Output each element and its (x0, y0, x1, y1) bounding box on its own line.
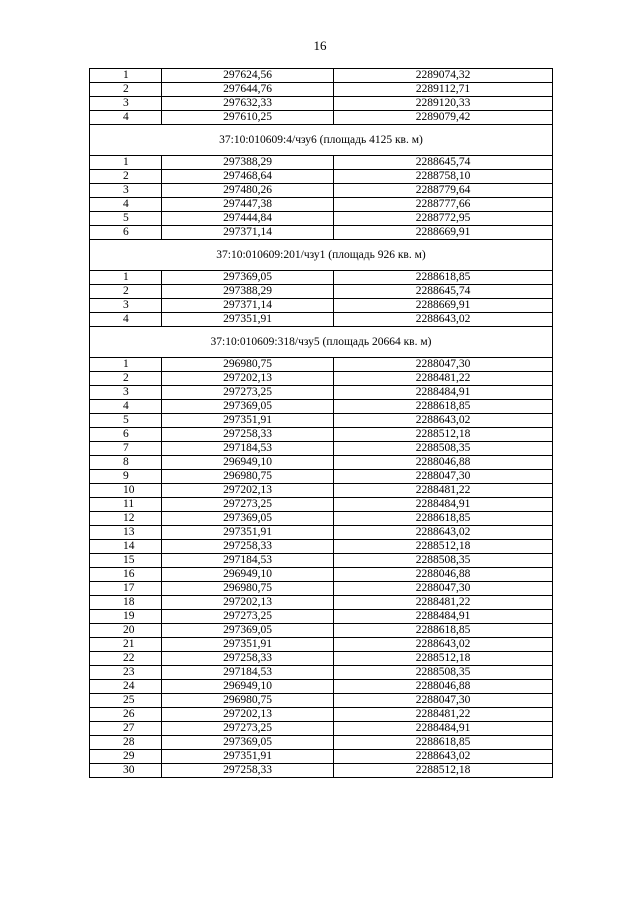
y-coordinate-cell: 2288508,35 (334, 554, 553, 568)
point-number-cell: 6 (90, 428, 162, 442)
table-row (90, 526, 553, 540)
point-number-cell: 26 (90, 708, 162, 722)
table-row (90, 708, 553, 722)
table-row (90, 596, 553, 610)
table-row (90, 582, 553, 596)
x-coordinate-cell: 297184,53 (162, 666, 334, 680)
coordinates-table-body (90, 69, 553, 778)
y-coordinate-cell: 2288047,30 (334, 582, 553, 596)
y-coordinate-cell: 2288046,88 (334, 680, 553, 694)
y-coordinate-cell: 2288643,02 (334, 414, 553, 428)
point-number-cell: 2 (90, 83, 162, 97)
y-coordinate-cell: 2288618,85 (334, 271, 553, 285)
x-coordinate-cell: 297371,14 (162, 299, 334, 313)
table-row (90, 680, 553, 694)
section-title: 37:10:010609:318/чзу5 (площадь 20664 кв. м) (90, 327, 553, 358)
point-number-cell: 29 (90, 750, 162, 764)
y-coordinate-cell: 2288508,35 (334, 442, 553, 456)
y-coordinate-cell: 2288643,02 (334, 313, 553, 327)
y-coordinate-cell: 2288618,85 (334, 400, 553, 414)
x-coordinate-cell: 297369,05 (162, 736, 334, 750)
point-number-cell: 11 (90, 498, 162, 512)
table-row (90, 212, 553, 226)
x-coordinate-cell: 297273,25 (162, 386, 334, 400)
point-number-cell: 17 (90, 582, 162, 596)
table-row (90, 156, 553, 170)
point-number-cell: 24 (90, 680, 162, 694)
table-row (90, 694, 553, 708)
point-number-cell: 1 (90, 271, 162, 285)
y-coordinate-cell: 2288618,85 (334, 736, 553, 750)
point-number-cell: 4 (90, 313, 162, 327)
table-row (90, 428, 553, 442)
point-number-cell: 1 (90, 69, 162, 83)
point-number-cell: 12 (90, 512, 162, 526)
table-row (90, 83, 553, 97)
table-row (90, 184, 553, 198)
point-number-cell: 1 (90, 156, 162, 170)
x-coordinate-cell: 297184,53 (162, 554, 334, 568)
y-coordinate-cell: 2288758,10 (334, 170, 553, 184)
x-coordinate-cell: 297184,53 (162, 442, 334, 456)
point-number-cell: 4 (90, 198, 162, 212)
table-row (90, 610, 553, 624)
table-row (90, 372, 553, 386)
y-coordinate-cell: 2289112,71 (334, 83, 553, 97)
x-coordinate-cell: 297202,13 (162, 596, 334, 610)
point-number-cell: 30 (90, 764, 162, 778)
x-coordinate-cell: 296980,75 (162, 582, 334, 596)
table-row (90, 299, 553, 313)
x-coordinate-cell: 297388,29 (162, 156, 334, 170)
point-number-cell: 6 (90, 226, 162, 240)
table-row (90, 97, 553, 111)
point-number-cell: 18 (90, 596, 162, 610)
y-coordinate-cell: 2288645,74 (334, 156, 553, 170)
x-coordinate-cell: 297273,25 (162, 722, 334, 736)
section-title-row (90, 327, 553, 358)
point-number-cell: 10 (90, 484, 162, 498)
point-number-cell: 2 (90, 285, 162, 299)
table-row (90, 358, 553, 372)
x-coordinate-cell: 297369,05 (162, 624, 334, 638)
point-number-cell: 27 (90, 722, 162, 736)
table-row (90, 285, 553, 299)
x-coordinate-cell: 297351,91 (162, 638, 334, 652)
point-number-cell: 16 (90, 568, 162, 582)
x-coordinate-cell: 297644,76 (162, 83, 334, 97)
x-coordinate-cell: 297371,14 (162, 226, 334, 240)
x-coordinate-cell: 297632,33 (162, 97, 334, 111)
y-coordinate-cell: 2288481,22 (334, 708, 553, 722)
table-row (90, 764, 553, 778)
point-number-cell: 13 (90, 526, 162, 540)
y-coordinate-cell: 2288643,02 (334, 638, 553, 652)
x-coordinate-cell: 297369,05 (162, 512, 334, 526)
y-coordinate-cell: 2289079,42 (334, 111, 553, 125)
table-row (90, 540, 553, 554)
y-coordinate-cell: 2288046,88 (334, 456, 553, 470)
point-number-cell: 9 (90, 470, 162, 484)
point-number-cell: 3 (90, 299, 162, 313)
x-coordinate-cell: 296980,75 (162, 358, 334, 372)
page-number: 16 (313, 38, 327, 53)
point-number-cell: 28 (90, 736, 162, 750)
x-coordinate-cell: 297624,56 (162, 69, 334, 83)
point-number-cell: 3 (90, 97, 162, 111)
x-coordinate-cell: 297202,13 (162, 708, 334, 722)
table-row (90, 386, 553, 400)
table-row (90, 313, 553, 327)
y-coordinate-cell: 2288669,91 (334, 226, 553, 240)
table-row (90, 198, 553, 212)
y-coordinate-cell: 2288618,85 (334, 512, 553, 526)
x-coordinate-cell: 297369,05 (162, 400, 334, 414)
point-number-cell: 25 (90, 694, 162, 708)
x-coordinate-cell: 297480,26 (162, 184, 334, 198)
y-coordinate-cell: 2288481,22 (334, 372, 553, 386)
y-coordinate-cell: 2288508,35 (334, 666, 553, 680)
x-coordinate-cell: 297258,33 (162, 652, 334, 666)
y-coordinate-cell: 2288512,18 (334, 764, 553, 778)
point-number-cell: 21 (90, 638, 162, 652)
x-coordinate-cell: 297351,91 (162, 313, 334, 327)
point-number-cell: 3 (90, 386, 162, 400)
y-coordinate-cell: 2288481,22 (334, 596, 553, 610)
table-row (90, 442, 553, 456)
point-number-cell: 4 (90, 400, 162, 414)
y-coordinate-cell: 2288047,30 (334, 694, 553, 708)
table-row (90, 69, 553, 83)
x-coordinate-cell: 296949,10 (162, 680, 334, 694)
x-coordinate-cell: 297351,91 (162, 526, 334, 540)
point-number-cell: 22 (90, 652, 162, 666)
table-row (90, 470, 553, 484)
x-coordinate-cell: 296949,10 (162, 456, 334, 470)
y-coordinate-cell: 2288481,22 (334, 484, 553, 498)
y-coordinate-cell: 2289120,33 (334, 97, 553, 111)
x-coordinate-cell: 296980,75 (162, 694, 334, 708)
point-number-cell: 14 (90, 540, 162, 554)
point-number-cell: 7 (90, 442, 162, 456)
table-row (90, 554, 553, 568)
y-coordinate-cell: 2288645,74 (334, 285, 553, 299)
y-coordinate-cell: 2288484,91 (334, 610, 553, 624)
y-coordinate-cell: 2288512,18 (334, 652, 553, 666)
y-coordinate-cell: 2288484,91 (334, 498, 553, 512)
table-row (90, 456, 553, 470)
table-row (90, 568, 553, 582)
y-coordinate-cell: 2288772,95 (334, 212, 553, 226)
x-coordinate-cell: 297258,33 (162, 764, 334, 778)
x-coordinate-cell: 296949,10 (162, 568, 334, 582)
x-coordinate-cell: 296980,75 (162, 470, 334, 484)
table-row (90, 111, 553, 125)
y-coordinate-cell: 2288512,18 (334, 540, 553, 554)
x-coordinate-cell: 297351,91 (162, 414, 334, 428)
point-number-cell: 2 (90, 170, 162, 184)
y-coordinate-cell: 2288643,02 (334, 526, 553, 540)
table-row (90, 736, 553, 750)
section-title: 37:10:010609:4/чзу6 (площадь 4125 кв. м) (90, 125, 553, 156)
y-coordinate-cell: 2288779,64 (334, 184, 553, 198)
x-coordinate-cell: 297258,33 (162, 540, 334, 554)
y-coordinate-cell: 2288047,30 (334, 470, 553, 484)
y-coordinate-cell: 2288512,18 (334, 428, 553, 442)
y-coordinate-cell: 2288484,91 (334, 386, 553, 400)
point-number-cell: 8 (90, 456, 162, 470)
point-number-cell: 3 (90, 184, 162, 198)
table-row (90, 498, 553, 512)
point-number-cell: 5 (90, 212, 162, 226)
x-coordinate-cell: 297369,05 (162, 271, 334, 285)
x-coordinate-cell: 297388,29 (162, 285, 334, 299)
table-row (90, 414, 553, 428)
table-row (90, 226, 553, 240)
x-coordinate-cell: 297444,84 (162, 212, 334, 226)
point-number-cell: 5 (90, 414, 162, 428)
y-coordinate-cell: 2288047,30 (334, 358, 553, 372)
coordinates-table (89, 68, 553, 778)
table-row (90, 750, 553, 764)
table-row (90, 722, 553, 736)
table-row (90, 666, 553, 680)
x-coordinate-cell: 297447,38 (162, 198, 334, 212)
table-row (90, 652, 553, 666)
y-coordinate-cell: 2288046,88 (334, 568, 553, 582)
x-coordinate-cell: 297351,91 (162, 750, 334, 764)
table-row (90, 170, 553, 184)
y-coordinate-cell: 2288618,85 (334, 624, 553, 638)
section-title-row (90, 125, 553, 156)
x-coordinate-cell: 297468,64 (162, 170, 334, 184)
x-coordinate-cell: 297273,25 (162, 498, 334, 512)
x-coordinate-cell: 297202,13 (162, 484, 334, 498)
point-number-cell: 1 (90, 358, 162, 372)
table-row (90, 512, 553, 526)
y-coordinate-cell: 2288484,91 (334, 722, 553, 736)
x-coordinate-cell: 297273,25 (162, 610, 334, 624)
point-number-cell: 15 (90, 554, 162, 568)
section-title: 37:10:010609:201/чзу1 (площадь 926 кв. м) (90, 240, 553, 271)
y-coordinate-cell: 2288643,02 (334, 750, 553, 764)
point-number-cell: 20 (90, 624, 162, 638)
table-row (90, 271, 553, 285)
point-number-cell: 19 (90, 610, 162, 624)
x-coordinate-cell: 297610,25 (162, 111, 334, 125)
x-coordinate-cell: 297258,33 (162, 428, 334, 442)
table-row (90, 400, 553, 414)
table-row (90, 624, 553, 638)
point-number-cell: 2 (90, 372, 162, 386)
table-row (90, 638, 553, 652)
y-coordinate-cell: 2288669,91 (334, 299, 553, 313)
x-coordinate-cell: 297202,13 (162, 372, 334, 386)
point-number-cell: 23 (90, 666, 162, 680)
table-row (90, 484, 553, 498)
point-number-cell: 4 (90, 111, 162, 125)
y-coordinate-cell: 2289074,32 (334, 69, 553, 83)
y-coordinate-cell: 2288777,66 (334, 198, 553, 212)
section-title-row (90, 240, 553, 271)
